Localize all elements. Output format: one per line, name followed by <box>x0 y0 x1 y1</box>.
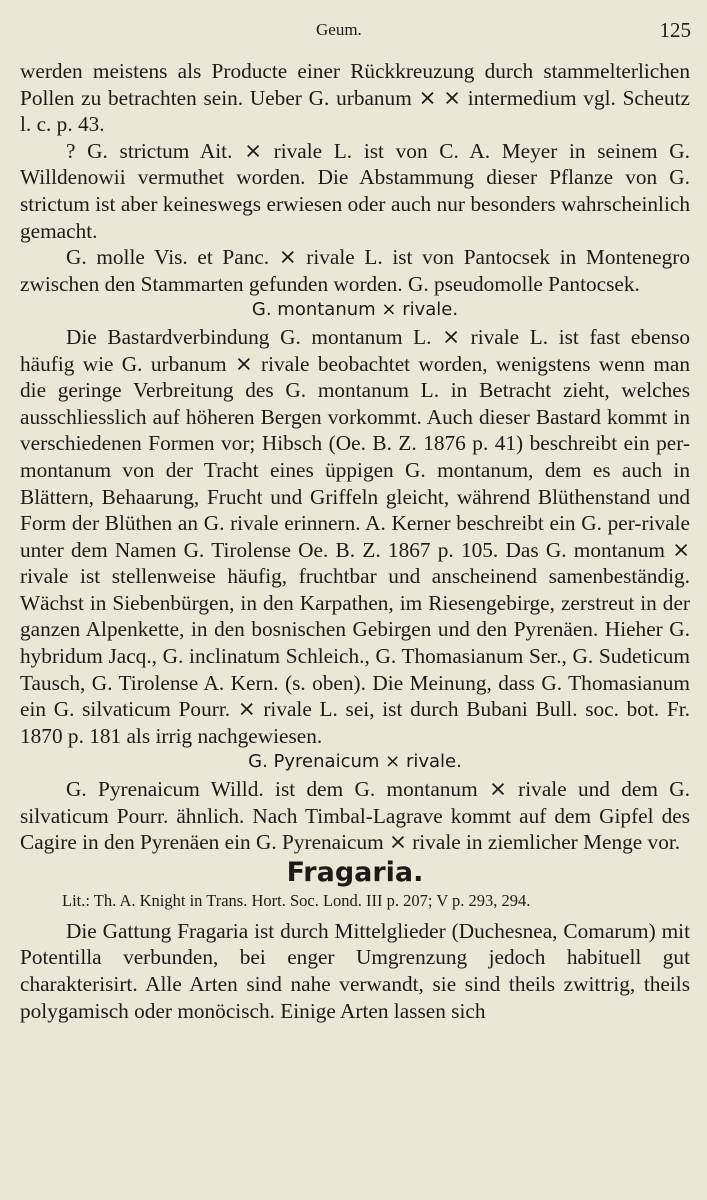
page-number: 125 <box>659 18 691 42</box>
genus-title: Fragaria. <box>286 856 424 888</box>
literature-line: Lit.: Th. A. Knight in Trans. Hort. Soc. Lond. III p. 207; V p. 293, 294. <box>62 890 531 910</box>
paragraph-3: G. molle Vis. et Panc. ⨯ rivale L. ist von Pantocsek in Montenegro zwischen den Stammarten gefunden worden. G. pseudomolle Pantocsek. <box>20 245 690 296</box>
section-heading-montanum: G. montanum ⨯ rivale. <box>251 299 459 321</box>
paragraph-4: Die Bastardverbindung G. montanum L. ⨯ rivale L. ist fast ebenso häufig wie G. urbanum ⨯ rivale beobachtet worden, wenigstens wenn man die geringe Verbreitung des G. montanum L. in Betracht zieht, welches ausschliesslich auf höheren Bergen vorkommt. Auch dieser Bastard kommt in verschiedenen Formen vor; Hibsch (Oe. B. Z. 1876 p. 41) beschreibt ein per-montanum von der Tracht eines üppigen G. montanum, dem es auch in Blättern, Behaarung, Frucht und Griffeln gleicht, während Blüthenstand und Form der Blüthen an G. rivale erinnern. A. Kerner beschreibt ein G. per-rivale unter dem Namen G. Tirolense Oe. B. Z. 1867 p. 105. Das G. montanum ⨯ rivale ist stellenweise häufig, fruchtbar und anscheinend samenbeständig. Wächst in Siebenbürgen, in den Karpathen, im Riesengebirge, zerstreut in der ganzen Alpenkette, in den bosnischen Gebirgen und den Pyrenäen. Hieher G. hybridum Jacq., G. inclinatum Schleich., G. Thomasianum Ser., G. Sudeticum Tausch, G. Tirolense A. Kern. (s. oben). Die Meinung, dass G. Thomasianum ein G. silvaticum Pourr. ⨯ rivale L. sei, ist durch Bubani Bull. soc. bot. Fr. 1870 p. 181 als irrig nachgewiesen. <box>20 324 690 748</box>
paragraph-6: Die Gattung Fragaria ist durch Mittelglieder (Duchesnea, Comarum) mit Potentilla verbunden, bei enger Umgrenzung jedoch habituell gut charakterisirt. Alle Arten sind nahe verwandt, sie sind theils zwittrig, theils polygamisch oder monöcisch. Einige Arten lassen sich <box>20 918 690 1023</box>
body-text <box>20 58 690 1024</box>
section-heading-pyrenaicum: G. Pyrenaicum ⨯ rivale. <box>248 751 462 773</box>
page-header <box>0 18 707 42</box>
paragraph-5: G. Pyrenaicum Willd. ist dem G. montanum ⨯ rivale und dem G. silvaticum Pourr. ähnlich. Nach Timbal-Lagrave kommt auf dem Gipfel des Cagire in den Pyrenäen ein G. Pyrenaicum ⨯ rivale in ziemlicher Menge vor. <box>20 777 690 855</box>
paragraph-2: ? G. strictum Ait. ⨯ rivale L. ist von C. A. Meyer in seinem G. Willdenowii vermuthet worden. Die Abstammung dieser Pflanze von G. strictum ist aber keineswegs erwiesen oder auch nur besonders wahrscheinlich gemacht. <box>20 138 690 243</box>
paragraph-1: werden meistens als Producte einer Rückkreuzung durch stammelterlichen Pollen zu betrachten sein. Ueber G. urbanum ⨯ ⨯ intermedium vgl. Scheutz l. c. p. 43. <box>20 59 690 137</box>
running-head: Geum. <box>316 20 362 39</box>
